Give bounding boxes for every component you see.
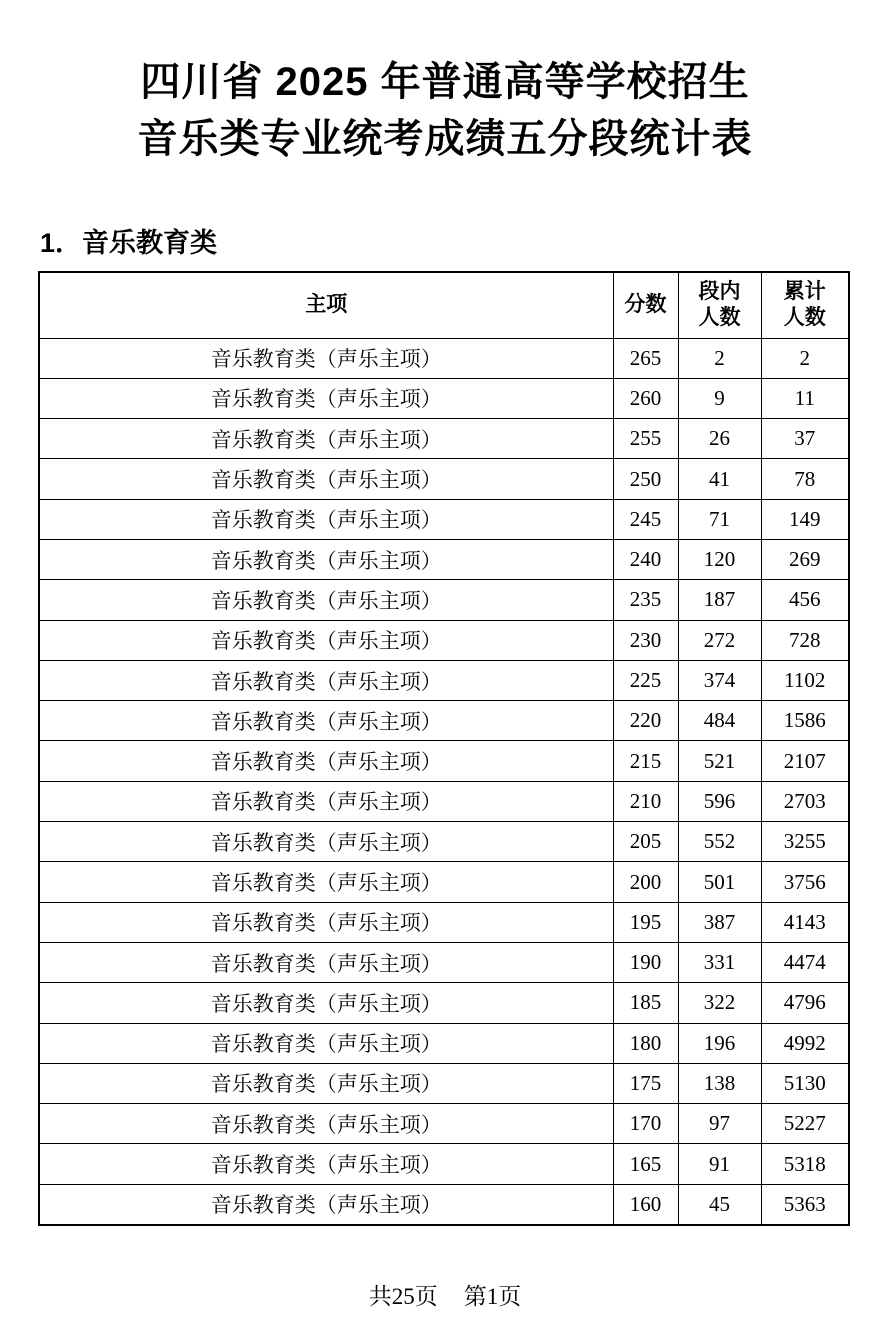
major-category-cell: 音乐教育类（声乐主项） xyxy=(39,942,613,982)
score-cell: 205 xyxy=(613,822,678,862)
segment-count-cell: 9 xyxy=(678,378,761,418)
score-cell: 175 xyxy=(613,1063,678,1103)
segment-count-cell: 196 xyxy=(678,1023,761,1063)
table-row xyxy=(39,701,849,741)
major-category-cell: 音乐教育类（声乐主项） xyxy=(39,701,613,741)
major-category-cell: 音乐教育类（声乐主项） xyxy=(39,1184,613,1224)
major-category-cell: 音乐教育类（声乐主项） xyxy=(39,338,613,378)
score-cell: 200 xyxy=(613,862,678,902)
major-category-cell: 音乐教育类（声乐主项） xyxy=(39,620,613,660)
major-category-cell: 音乐教育类（声乐主项） xyxy=(39,660,613,700)
cumulative-count-cell: 728 xyxy=(761,620,849,660)
cumulative-count-cell: 78 xyxy=(761,459,849,499)
table-row xyxy=(39,1144,849,1184)
table-row xyxy=(39,459,849,499)
cumulative-count-cell: 4474 xyxy=(761,942,849,982)
segment-count-cell: 2 xyxy=(678,338,761,378)
major-category-cell: 音乐教育类（声乐主项） xyxy=(39,902,613,942)
header-segment-count xyxy=(678,272,761,338)
major-category-cell: 音乐教育类（声乐主项） xyxy=(39,1144,613,1184)
major-category-cell: 音乐教育类（声乐主项） xyxy=(39,983,613,1023)
segment-count-cell: 484 xyxy=(678,701,761,741)
major-category-cell: 音乐教育类（声乐主项） xyxy=(39,580,613,620)
score-cell: 255 xyxy=(613,419,678,459)
table-row xyxy=(39,1023,849,1063)
segment-count-cell: 374 xyxy=(678,660,761,700)
major-category-cell: 音乐教育类（声乐主项） xyxy=(39,539,613,579)
table-row xyxy=(39,499,849,539)
segment-count-cell: 501 xyxy=(678,862,761,902)
table-row xyxy=(39,580,849,620)
segment-count-cell: 26 xyxy=(678,419,761,459)
score-cell: 220 xyxy=(613,701,678,741)
table-header xyxy=(39,272,849,338)
footer-current-page: 第1页 xyxy=(463,1284,522,1309)
score-cell: 260 xyxy=(613,378,678,418)
header-segment-count-line2: 人数 xyxy=(698,306,741,330)
table-row xyxy=(39,741,849,781)
cumulative-count-cell: 37 xyxy=(761,419,849,459)
table-row xyxy=(39,1104,849,1144)
header-score: 分数 xyxy=(613,272,678,338)
cumulative-count-cell: 2703 xyxy=(761,781,849,821)
segment-count-cell: 97 xyxy=(678,1104,761,1144)
segment-count-cell: 120 xyxy=(678,539,761,579)
major-category-cell: 音乐教育类（声乐主项） xyxy=(39,1104,613,1144)
section-heading: 1．音乐教育类 xyxy=(40,228,218,258)
major-category-cell: 音乐教育类（声乐主项） xyxy=(39,862,613,902)
cumulative-count-cell: 5130 xyxy=(761,1063,849,1103)
major-category-cell: 音乐教育类（声乐主项） xyxy=(39,1023,613,1063)
cumulative-count-cell: 5318 xyxy=(761,1144,849,1184)
major-category-cell: 音乐教育类（声乐主项） xyxy=(39,822,613,862)
cumulative-count-cell: 456 xyxy=(761,580,849,620)
cumulative-count-cell: 1102 xyxy=(761,660,849,700)
cumulative-count-cell: 269 xyxy=(761,539,849,579)
cumulative-count-cell: 2107 xyxy=(761,741,849,781)
segment-count-cell: 552 xyxy=(678,822,761,862)
major-category-cell: 音乐教育类（声乐主项） xyxy=(39,1063,613,1103)
header-main-category: 主项 xyxy=(39,272,613,338)
segment-count-cell: 187 xyxy=(678,580,761,620)
score-cell: 185 xyxy=(613,983,678,1023)
segment-count-cell: 521 xyxy=(678,741,761,781)
segment-count-cell: 71 xyxy=(678,499,761,539)
major-category-cell: 音乐教育类（声乐主项） xyxy=(39,378,613,418)
score-cell: 210 xyxy=(613,781,678,821)
page-footer xyxy=(0,1278,890,1311)
score-cell: 225 xyxy=(613,660,678,700)
table-row xyxy=(39,620,849,660)
score-cell: 190 xyxy=(613,942,678,982)
score-cell: 265 xyxy=(613,338,678,378)
score-cell: 170 xyxy=(613,1104,678,1144)
header-cumulative-count-line1: 累计 xyxy=(783,280,826,304)
score-table-body xyxy=(39,338,849,1225)
cumulative-count-cell: 5363 xyxy=(761,1184,849,1224)
score-cell: 240 xyxy=(613,539,678,579)
table-row xyxy=(39,862,849,902)
table-row xyxy=(39,942,849,982)
score-cell: 250 xyxy=(613,459,678,499)
table-row xyxy=(39,781,849,821)
document-title-line2: 音乐类专业统考成绩五分段统计表 xyxy=(137,117,753,161)
table-row xyxy=(39,338,849,378)
table-row xyxy=(39,419,849,459)
segment-count-cell: 138 xyxy=(678,1063,761,1103)
cumulative-count-cell: 3756 xyxy=(761,862,849,902)
table-row xyxy=(39,983,849,1023)
score-distribution-table xyxy=(38,271,850,1226)
score-cell: 180 xyxy=(613,1023,678,1063)
cumulative-count-cell: 4143 xyxy=(761,902,849,942)
table-row xyxy=(39,1063,849,1103)
segment-count-cell: 596 xyxy=(678,781,761,821)
table-row xyxy=(39,539,849,579)
cumulative-count-cell: 5227 xyxy=(761,1104,849,1144)
score-cell: 160 xyxy=(613,1184,678,1224)
header-cumulative-count-line2: 人数 xyxy=(783,306,826,330)
segment-count-cell: 322 xyxy=(678,983,761,1023)
segment-count-cell: 272 xyxy=(678,620,761,660)
major-category-cell: 音乐教育类（声乐主项） xyxy=(39,419,613,459)
score-cell: 235 xyxy=(613,580,678,620)
table-row xyxy=(39,660,849,700)
segment-count-cell: 45 xyxy=(678,1184,761,1224)
cumulative-count-cell: 149 xyxy=(761,499,849,539)
segment-count-cell: 387 xyxy=(678,902,761,942)
cumulative-count-cell: 2 xyxy=(761,338,849,378)
table-header-row xyxy=(39,272,849,338)
cumulative-count-cell: 11 xyxy=(761,378,849,418)
score-cell: 195 xyxy=(613,902,678,942)
footer-total-pages: 共25页 xyxy=(368,1284,438,1309)
score-cell: 165 xyxy=(613,1144,678,1184)
major-category-cell: 音乐教育类（声乐主项） xyxy=(39,741,613,781)
cumulative-count-cell: 3255 xyxy=(761,822,849,862)
segment-count-cell: 91 xyxy=(678,1144,761,1184)
segment-count-cell: 331 xyxy=(678,942,761,982)
header-cumulative-count xyxy=(761,272,849,338)
document-title xyxy=(0,54,890,168)
cumulative-count-cell: 1586 xyxy=(761,701,849,741)
segment-count-cell: 41 xyxy=(678,459,761,499)
table-row xyxy=(39,378,849,418)
header-segment-count-line1: 段内 xyxy=(698,280,741,304)
score-cell: 215 xyxy=(613,741,678,781)
table-row xyxy=(39,1184,849,1224)
major-category-cell: 音乐教育类（声乐主项） xyxy=(39,781,613,821)
major-category-cell: 音乐教育类（声乐主项） xyxy=(39,499,613,539)
table-row xyxy=(39,822,849,862)
table-row xyxy=(39,902,849,942)
document-title-line1: 四川省 2025 年普通高等学校招生 xyxy=(140,60,750,104)
cumulative-count-cell: 4796 xyxy=(761,983,849,1023)
score-cell: 230 xyxy=(613,620,678,660)
cumulative-count-cell: 4992 xyxy=(761,1023,849,1063)
major-category-cell: 音乐教育类（声乐主项） xyxy=(39,459,613,499)
score-cell: 245 xyxy=(613,499,678,539)
